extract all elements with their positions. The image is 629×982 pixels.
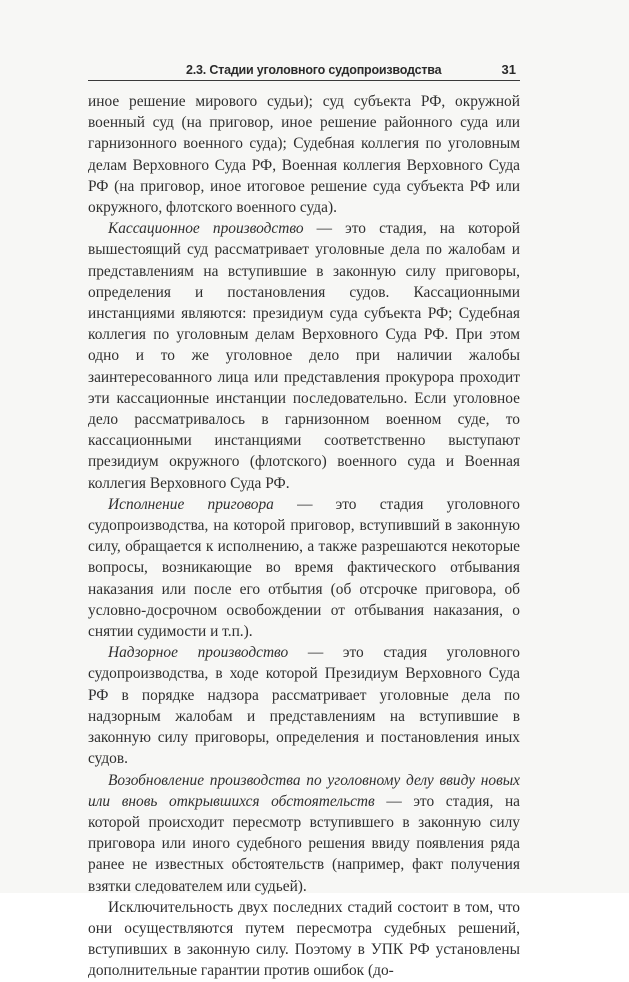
- paragraph-text: Исключительность двух последних стадий состоит в том, что они осуществляются путем пересмотра судебных решений, вступивших в законную силу. Поэтому в УПК РФ установлены дополнительные гарантии против ошибок (до-: [88, 898, 520, 980]
- term-cassation: Кассационное производство: [108, 220, 304, 238]
- page-number: 31: [501, 62, 516, 77]
- paragraph-execution: [88, 494, 520, 642]
- paragraph-text: — это стадия, на которой вышестоящий суд рассматривает уголовные дела по жалобам и представлениям на вступившие в законную силу приговоры, определения и постановления судов. Кассационными инстанциями являются: президиум суда субъекта РФ; Судебная коллегия по уголовным делам Верховного Суда РФ. При этом одно и то же уголовное дело при наличии жалобы заинтересованного лица или представления прокурора проходит эти кассационные инстанции последовательно. Если уголовное дело рассматривалось в гарнизонном военном суде, то кассационными инстанциями соответственно выступают президиум окружного (флотского) военного суда и Военная коллегия Верховного Суда РФ.: [88, 220, 521, 492]
- paragraph-exclusivity: [88, 897, 520, 982]
- paragraph-resumption: [88, 770, 520, 897]
- paragraph-text: — это стадия уголовного судопроизводства, в ходе которой Президиум Верховного Суда РФ в порядке надзора рассматривает уголовные дела по надзорным жалобам и представлениям на вступившие в законную силу приговоры, определения и постановления иных судов.: [88, 644, 520, 768]
- paragraph-text: иное решение мирового судьи); суд субъекта РФ, окружной военный суд (на приговор, иное решение районного суда или гарнизонного военного суда); Судебная коллегия по уголовным делам Верховного Суда РФ, Военная коллегия Верховного Суда РФ (на приговор, иное итоговое решение суда субъекта РФ или окружного, флотского военного суда).: [88, 93, 520, 217]
- running-header: [88, 62, 520, 81]
- paragraph-cassation: [88, 218, 520, 494]
- paragraph-text: — это стадия, на которой происходит пересмотр вступившего в законную силу приговора или иного судебного решения ввиду появления ряда ранее не известных обстоятельств (например, факт получения взятки следователем или судьей).: [88, 792, 521, 895]
- term-supervision: Надзорное производство: [108, 644, 289, 662]
- paragraph-text: — это стадия уголовного судопроизводства, на которой приговор, вступивший в законную силу, обращается к исполнению, а также разрешаются некоторые вопросы, возникающие во время фактического отбывания наказания или после его отбытия (об отсрочке приговора, об условно-досрочном освобождении от отбывания наказания, о снятии судимости и т.п.).: [88, 495, 520, 641]
- term-execution: Исполнение приговора: [108, 495, 274, 513]
- paragraph-supervision: [88, 642, 520, 769]
- paragraph-continuation: [88, 91, 520, 218]
- body-text: [88, 91, 520, 982]
- section-title: 2.3. Стадии уголовного судопроизводства: [186, 63, 442, 77]
- term-resumption: Возобновление производства по уголовному делу ввиду новых или вновь открывшихся обстоятельств: [88, 771, 520, 810]
